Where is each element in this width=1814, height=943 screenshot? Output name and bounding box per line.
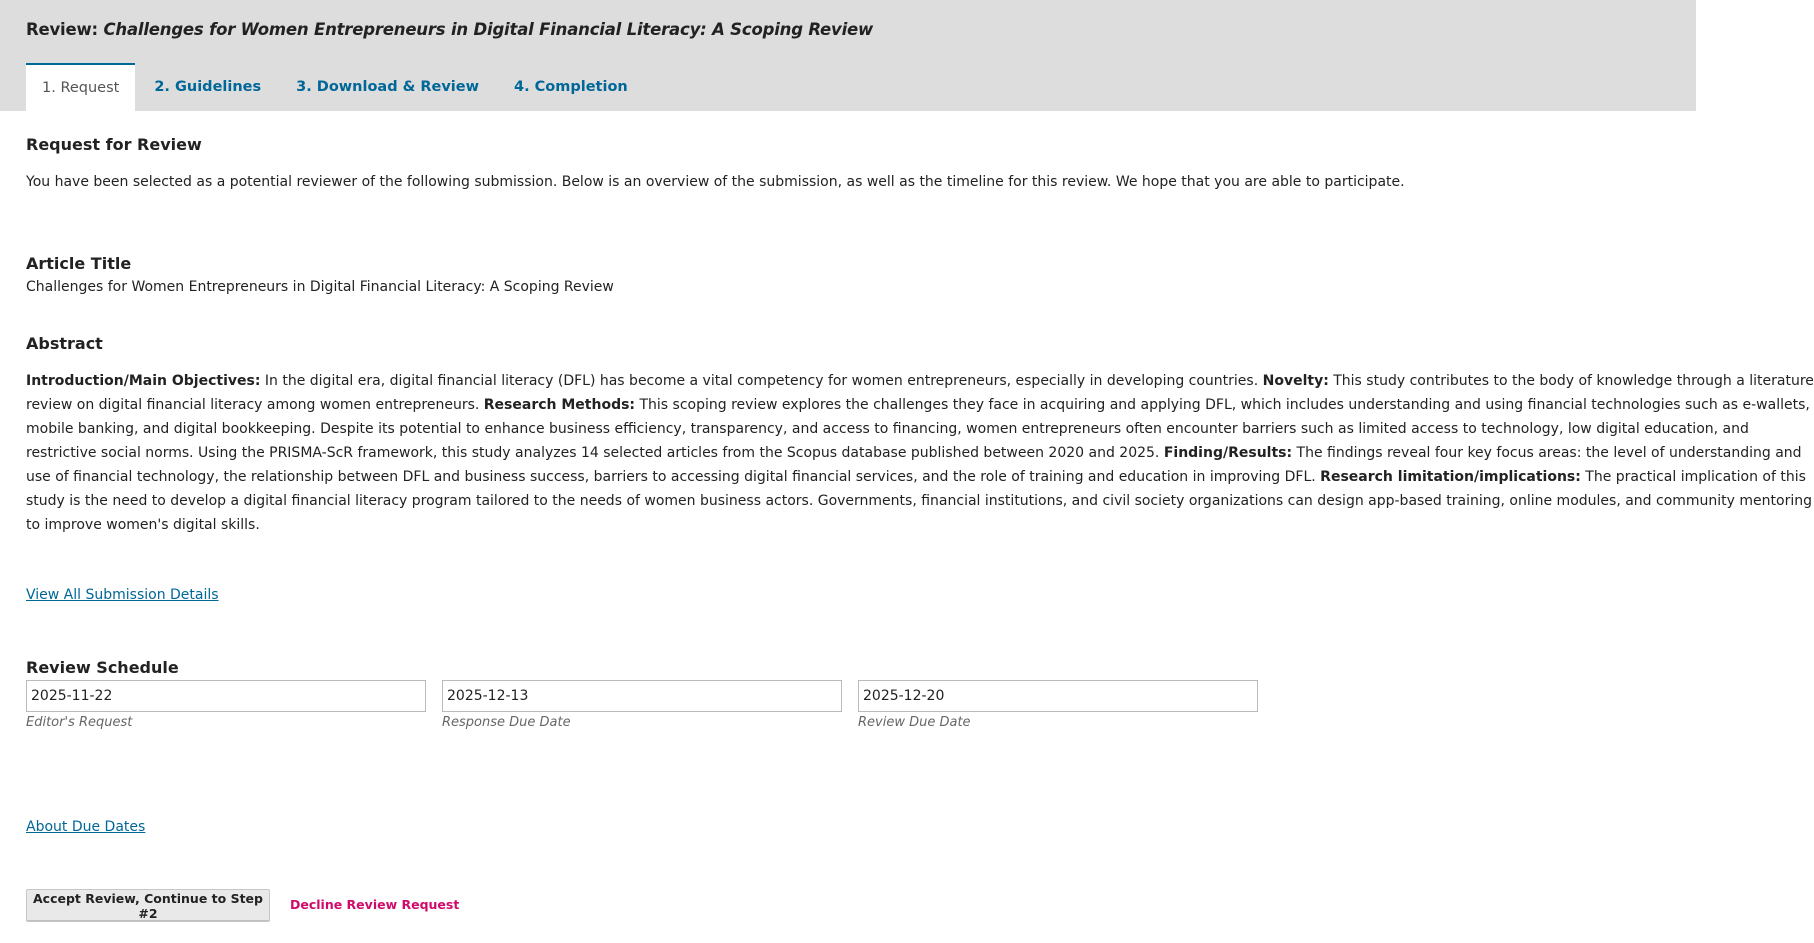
about-due-dates-link[interactable]: About Due Dates xyxy=(26,819,146,835)
abstract-label-novelty: Novelty: xyxy=(1262,373,1329,389)
request-intro: You have been selected as a potential reviewer of the following submission. Below is an overview of the submission, as well as the timeline for this review. We hope that you are able to participate. xyxy=(26,174,1405,190)
abstract-label-limitations: Research limitation/implications: xyxy=(1320,469,1581,485)
accept-review-button[interactable]: Accept Review, Continue to Step #2 xyxy=(26,889,270,922)
tab-completion[interactable]: 4. Completion xyxy=(514,79,628,95)
review-due-date-field xyxy=(858,680,1258,730)
abstract-text-segment: use of financial technology, the relationship between DFL and business success, barriers to accessing digital financial services, and the role of training and education in improving DFL. xyxy=(26,469,1321,485)
tab-request[interactable]: 1. Request xyxy=(26,63,135,111)
review-due-date-input[interactable] xyxy=(858,680,1258,712)
editors-request-label: Editor's Request xyxy=(26,715,133,730)
abstract-text-segment: The practical implication of this xyxy=(1580,469,1806,485)
abstract-label-results: Finding/Results: xyxy=(1163,445,1293,461)
page-title xyxy=(26,20,873,39)
decline-review-link[interactable]: Decline Review Request xyxy=(290,897,460,912)
tab-download-review[interactable]: 3. Download & Review xyxy=(296,79,479,95)
response-due-date-field xyxy=(442,680,842,730)
review-steps-tabs xyxy=(26,63,644,111)
article-title: Challenges for Women Entrepreneurs in Digital Financial Literacy: A Scoping Review xyxy=(26,279,614,295)
article-title-heading: Article Title xyxy=(26,254,132,273)
response-due-date-input[interactable] xyxy=(442,680,842,712)
abstract-text-segment: This study contributes to the body of knowledge through a literature xyxy=(1328,373,1814,389)
view-submission-details-link[interactable]: View All Submission Details xyxy=(26,587,219,603)
editors-request-field xyxy=(26,680,426,730)
abstract-text-segment: The findings reveal four key focus areas: the level of understanding and xyxy=(1292,445,1802,461)
editors-request-input[interactable] xyxy=(26,680,426,712)
request-heading: Request for Review xyxy=(26,135,202,154)
page-header xyxy=(0,0,1696,111)
abstract-text xyxy=(26,369,1814,537)
abstract-text-segment: study is the need to develop a digital financial literacy program tailored to the needs of women business actors. Governments, financial institutions, and civil society organizations can design app-based training, online modules, and community mentoring xyxy=(26,493,1812,509)
page-title-prefix: Review: xyxy=(26,20,104,39)
abstract-text-segment: In the digital era, digital financial literacy (DFL) has become a vital competency for women entrepreneurs, especially in developing countries. xyxy=(260,373,1263,389)
abstract-label-methods: Research Methods: xyxy=(483,397,636,413)
abstract-text-segment: This scoping review explores the challenges they face in acquiring and applying DFL, which includes understanding and using financial technologies such as e-wallets, xyxy=(635,397,1810,413)
abstract-text-segment: review on digital financial literacy among women entrepreneurs. xyxy=(26,397,484,413)
abstract-label-objectives: Introduction/Main Objectives: xyxy=(26,373,261,389)
response-due-date-label: Response Due Date xyxy=(442,715,571,730)
abstract-text-segment: restrictive social norms. Using the PRISMA-ScR framework, this study analyzes 14 selected articles from the Scopus database published between 2020 and 2025. xyxy=(26,445,1164,461)
review-due-date-label: Review Due Date xyxy=(858,715,971,730)
tab-guidelines[interactable]: 2. Guidelines xyxy=(154,79,262,95)
page-title-submission: Challenges for Women Entrepreneurs in Digital Financial Literacy: A Scoping Review xyxy=(103,20,874,39)
abstract-text-segment: to improve women's digital skills. xyxy=(26,517,260,533)
abstract-heading: Abstract xyxy=(26,334,103,353)
abstract-text-segment: mobile banking, and digital bookkeeping. Despite its potential to enhance business efficiency, transparency, and access to financing, women entrepreneurs often encounter barriers such as limited access to technology, low digital education, and xyxy=(26,421,1749,437)
review-schedule-heading: Review Schedule xyxy=(26,658,179,677)
